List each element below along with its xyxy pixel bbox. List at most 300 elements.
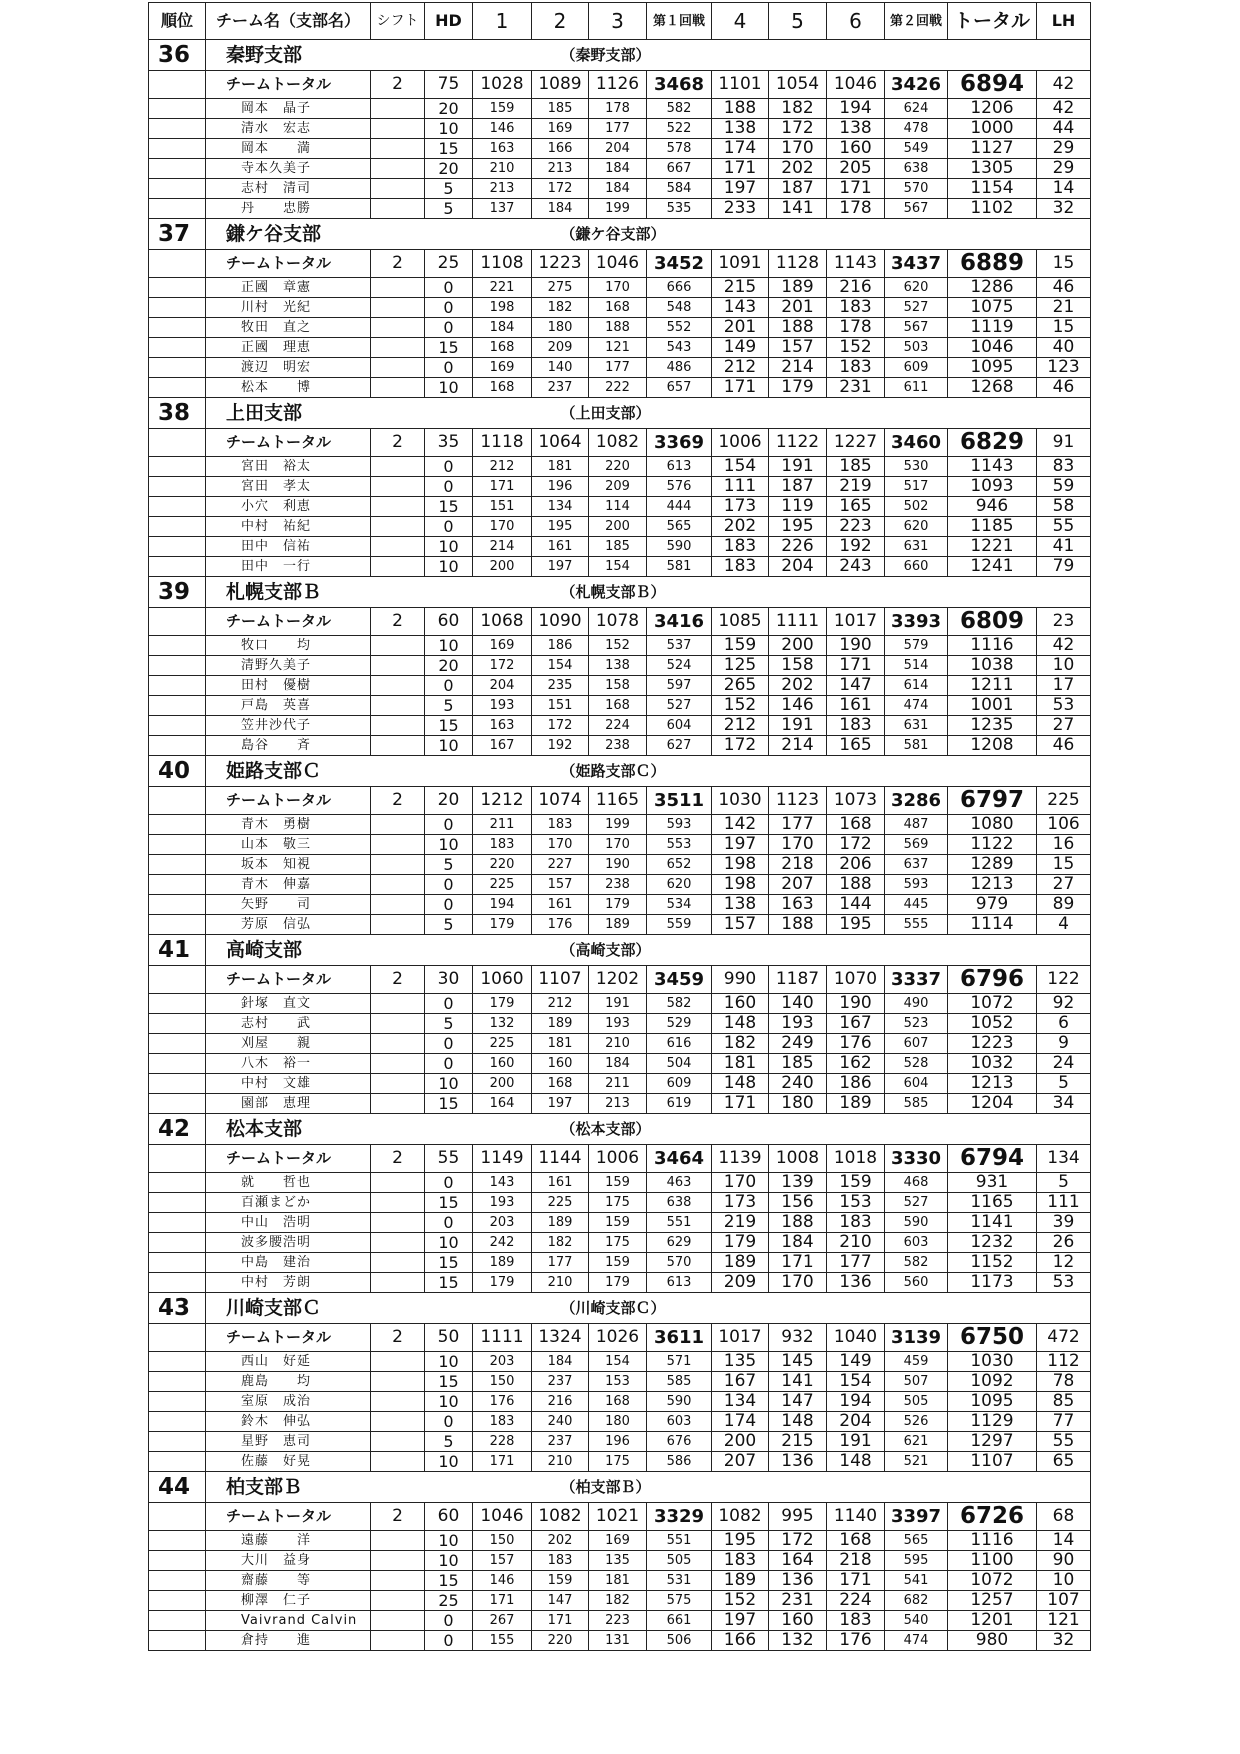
team-game-6: 1143 [827, 250, 885, 278]
player-game-1: 198 [473, 298, 532, 318]
team-header-row [149, 1114, 1091, 1145]
player-name: 青木 勇樹 [206, 815, 371, 835]
player-hd: 15 [425, 1193, 473, 1213]
player-name: 室原 成治 [206, 1392, 371, 1412]
team-game-5: 932 [769, 1324, 827, 1352]
player-game-2: 197 [532, 1094, 589, 1114]
team-hd: 30 [425, 966, 473, 994]
player-lh: 123 [1037, 358, 1091, 378]
player-game-2: 210 [532, 1273, 589, 1293]
team-game-4: 1139 [712, 1145, 769, 1173]
team-round-1: 3416 [647, 608, 712, 636]
rank-spacer [149, 736, 206, 756]
player-game-2: 157 [532, 875, 589, 895]
player-game-4: 198 [712, 855, 769, 875]
team-game-1: 1212 [473, 787, 532, 815]
player-lh: 6 [1037, 1014, 1091, 1034]
player-game-2: 159 [532, 1571, 589, 1591]
player-game-2: 183 [532, 815, 589, 835]
player-round-2: 478 [885, 119, 948, 139]
player-game-1: 193 [473, 1193, 532, 1213]
player-row [149, 457, 1091, 477]
player-game-5: 164 [769, 1551, 827, 1571]
player-game-2: 237 [532, 378, 589, 398]
header-game-5: 5 [769, 3, 827, 40]
player-name: 針塚 直文 [206, 994, 371, 1014]
team-header-row [149, 756, 1091, 787]
player-name: 宮田 孝太 [206, 477, 371, 497]
player-game-4: 207 [712, 1452, 769, 1472]
player-lh: 15 [1037, 855, 1091, 875]
player-name: 笠井沙代子 [206, 716, 371, 736]
player-round-2: 540 [885, 1611, 948, 1631]
player-game-4: 152 [712, 1591, 769, 1611]
rank-spacer [149, 915, 206, 935]
player-game-5: 136 [769, 1571, 827, 1591]
rank-spacer [149, 517, 206, 537]
player-lh: 83 [1037, 457, 1091, 477]
player-hd: 15 [425, 1571, 473, 1591]
player-game-4: 173 [712, 497, 769, 517]
player-round-2: 620 [885, 278, 948, 298]
player-game-1: 171 [473, 1591, 532, 1611]
player-game-6: 165 [827, 736, 885, 756]
player-game-5: 226 [769, 537, 827, 557]
team-rank: 43 [149, 1293, 206, 1324]
player-round-1: 522 [647, 119, 712, 139]
player-game-4: 111 [712, 477, 769, 497]
player-total: 1286 [948, 278, 1037, 298]
rank-spacer [149, 338, 206, 358]
player-shift [371, 1372, 425, 1392]
player-total: 1092 [948, 1372, 1037, 1392]
player-game-5: 139 [769, 1173, 827, 1193]
player-round-1: 576 [647, 477, 712, 497]
player-hd: 0 [425, 517, 473, 537]
player-shift [371, 497, 425, 517]
player-name: 大川 益身 [206, 1551, 371, 1571]
header-team: チーム名（支部名） [206, 3, 371, 40]
player-total: 1241 [948, 557, 1037, 577]
player-round-2: 567 [885, 199, 948, 219]
player-game-3: 190 [589, 855, 647, 875]
player-round-2: 579 [885, 636, 948, 656]
rank-spacer [149, 656, 206, 676]
team-grand-total: 6829 [948, 429, 1037, 457]
player-game-3: 170 [589, 278, 647, 298]
player-round-2: 507 [885, 1372, 948, 1392]
player-name: 星野 恵司 [206, 1432, 371, 1452]
player-total: 980 [948, 1631, 1037, 1651]
team-name: 鎌ケ谷支部 [206, 219, 371, 250]
player-game-2: 176 [532, 915, 589, 935]
team-grand-total: 6809 [948, 608, 1037, 636]
player-shift [371, 1014, 425, 1034]
player-lh: 4 [1037, 915, 1091, 935]
player-game-5: 145 [769, 1352, 827, 1372]
player-total: 1102 [948, 199, 1037, 219]
rank-spacer [149, 636, 206, 656]
player-name: 鈴木 伸弘 [206, 1412, 371, 1432]
player-round-2: 621 [885, 1432, 948, 1452]
player-shift [371, 1352, 425, 1372]
rank-spacer [149, 119, 206, 139]
player-game-5: 214 [769, 358, 827, 378]
player-game-3: 223 [589, 1611, 647, 1631]
player-lh: 29 [1037, 159, 1091, 179]
player-game-1: 228 [473, 1432, 532, 1452]
rank-spacer [149, 358, 206, 378]
player-game-1: 200 [473, 557, 532, 577]
team-hd: 55 [425, 1145, 473, 1173]
player-game-1: 184 [473, 318, 532, 338]
team-total-row [149, 1145, 1091, 1173]
player-name: 山本 敬三 [206, 835, 371, 855]
player-shift [371, 298, 425, 318]
player-game-4: 233 [712, 199, 769, 219]
player-round-1: 504 [647, 1054, 712, 1074]
player-lh: 89 [1037, 895, 1091, 915]
team-round-2: 3139 [885, 1324, 948, 1352]
player-row [149, 915, 1091, 935]
player-round-2: 541 [885, 1571, 948, 1591]
player-lh: 12 [1037, 1253, 1091, 1273]
player-name: 戸島 英喜 [206, 696, 371, 716]
player-total: 1141 [948, 1213, 1037, 1233]
player-round-1: 582 [647, 99, 712, 119]
player-lh: 55 [1037, 517, 1091, 537]
rank-spacer [149, 1273, 206, 1293]
player-round-2: 523 [885, 1014, 948, 1034]
player-hd: 0 [425, 318, 473, 338]
player-round-1: 597 [647, 676, 712, 696]
player-hd: 5 [425, 1432, 473, 1452]
player-game-2: 147 [532, 1591, 589, 1611]
player-game-5: 231 [769, 1591, 827, 1611]
player-name: 坂本 知視 [206, 855, 371, 875]
player-total: 1223 [948, 1034, 1037, 1054]
player-hd: 0 [425, 298, 473, 318]
player-name: 田中 信祐 [206, 537, 371, 557]
player-game-6: 183 [827, 358, 885, 378]
player-shift [371, 1034, 425, 1054]
player-game-2: 192 [532, 736, 589, 756]
player-game-4: 265 [712, 676, 769, 696]
rank-spacer [149, 318, 206, 338]
player-name: 就 哲也 [206, 1173, 371, 1193]
player-game-6: 194 [827, 99, 885, 119]
player-shift [371, 199, 425, 219]
rank-spacer [149, 1233, 206, 1253]
player-game-2: 182 [532, 298, 589, 318]
player-shift [371, 1432, 425, 1452]
player-name: 志村 清司 [206, 179, 371, 199]
team-lh: 68 [1037, 1503, 1091, 1531]
player-round-1: 616 [647, 1034, 712, 1054]
team-total-row [149, 1503, 1091, 1531]
player-game-1: 150 [473, 1531, 532, 1551]
player-game-6: 205 [827, 159, 885, 179]
player-game-6: 186 [827, 1074, 885, 1094]
player-row [149, 835, 1091, 855]
player-shift [371, 676, 425, 696]
player-game-5: 195 [769, 517, 827, 537]
player-game-2: 184 [532, 199, 589, 219]
player-game-3: 114 [589, 497, 647, 517]
player-name: 芳原 信弘 [206, 915, 371, 935]
player-row [149, 1392, 1091, 1412]
player-row [149, 557, 1091, 577]
player-round-1: 590 [647, 1392, 712, 1412]
player-round-1: 586 [647, 1452, 712, 1472]
player-game-5: 204 [769, 557, 827, 577]
player-game-1: 225 [473, 1034, 532, 1054]
player-shift [371, 835, 425, 855]
player-game-3: 138 [589, 656, 647, 676]
player-total: 1213 [948, 875, 1037, 895]
player-row [149, 1611, 1091, 1631]
player-round-2: 517 [885, 477, 948, 497]
player-name: 島谷 斉 [206, 736, 371, 756]
header-rank: 順位 [149, 3, 206, 40]
player-game-5: 156 [769, 1193, 827, 1213]
player-round-2: 490 [885, 994, 948, 1014]
player-game-4: 143 [712, 298, 769, 318]
team-hd: 75 [425, 71, 473, 99]
player-row [149, 656, 1091, 676]
player-game-3: 200 [589, 517, 647, 537]
player-hd: 10 [425, 1074, 473, 1094]
rank-spacer [149, 1631, 206, 1651]
team-game-4: 1085 [712, 608, 769, 636]
player-total: 1185 [948, 517, 1037, 537]
team-game-1: 1149 [473, 1145, 532, 1173]
player-game-5: 188 [769, 318, 827, 338]
player-game-4: 179 [712, 1233, 769, 1253]
player-shift [371, 1571, 425, 1591]
player-round-1: 527 [647, 696, 712, 716]
player-name: 川村 光紀 [206, 298, 371, 318]
player-row [149, 338, 1091, 358]
player-game-2: 170 [532, 835, 589, 855]
player-game-6: 183 [827, 716, 885, 736]
rank-spacer [149, 378, 206, 398]
player-game-5: 188 [769, 1213, 827, 1233]
player-hd: 15 [425, 1094, 473, 1114]
player-lh: 32 [1037, 1631, 1091, 1651]
player-row [149, 298, 1091, 318]
team-shift: 2 [371, 608, 425, 636]
player-game-6: 176 [827, 1034, 885, 1054]
team-total-label: チームトータル [206, 250, 371, 278]
header-game-2: 2 [532, 3, 589, 40]
player-round-2: 487 [885, 815, 948, 835]
header-shift: シフト [371, 3, 425, 40]
team-total-label: チームトータル [206, 1145, 371, 1173]
standings-table [148, 2, 1091, 1651]
player-round-1: 652 [647, 855, 712, 875]
player-game-5: 157 [769, 338, 827, 358]
player-row [149, 537, 1091, 557]
player-game-4: 154 [712, 457, 769, 477]
player-round-2: 631 [885, 716, 948, 736]
player-game-1: 169 [473, 358, 532, 378]
header-row [149, 3, 1091, 40]
player-total: 1100 [948, 1551, 1037, 1571]
player-game-2: 237 [532, 1432, 589, 1452]
team-game-6: 1073 [827, 787, 885, 815]
rank-spacer [149, 1074, 206, 1094]
team-rank: 40 [149, 756, 206, 787]
player-row [149, 318, 1091, 338]
player-row [149, 1253, 1091, 1273]
team-game-2: 1090 [532, 608, 589, 636]
team-game-6: 1140 [827, 1503, 885, 1531]
team-game-1: 1060 [473, 966, 532, 994]
player-row [149, 1372, 1091, 1392]
team-lh: 134 [1037, 1145, 1091, 1173]
team-game-2: 1064 [532, 429, 589, 457]
player-name: 青木 伸嘉 [206, 875, 371, 895]
player-hd: 10 [425, 1531, 473, 1551]
player-total: 1052 [948, 1014, 1037, 1034]
team-shift: 2 [371, 966, 425, 994]
player-row [149, 378, 1091, 398]
player-row [149, 736, 1091, 756]
player-game-6: 224 [827, 1591, 885, 1611]
header-game-1: 1 [473, 3, 532, 40]
player-game-1: 203 [473, 1352, 532, 1372]
player-row [149, 1631, 1091, 1651]
player-hd: 0 [425, 1034, 473, 1054]
team-header-row [149, 1293, 1091, 1324]
player-game-4: 209 [712, 1273, 769, 1293]
player-game-3: 152 [589, 636, 647, 656]
player-game-6: 218 [827, 1551, 885, 1571]
team-name: 松本支部 [206, 1114, 371, 1145]
player-game-6: 204 [827, 1412, 885, 1432]
player-game-5: 187 [769, 477, 827, 497]
player-game-3: 131 [589, 1631, 647, 1651]
player-game-1: 167 [473, 736, 532, 756]
player-round-2: 660 [885, 557, 948, 577]
rank-spacer [149, 1432, 206, 1452]
rank-spacer [149, 1372, 206, 1392]
player-shift [371, 139, 425, 159]
player-game-4: 148 [712, 1074, 769, 1094]
header-hd: HD [425, 3, 473, 40]
player-row [149, 696, 1091, 716]
player-shift [371, 1392, 425, 1412]
player-game-2: 172 [532, 179, 589, 199]
team-grand-total: 6750 [948, 1324, 1037, 1352]
team-lh: 225 [1037, 787, 1091, 815]
player-game-6: 138 [827, 119, 885, 139]
player-game-6: 195 [827, 915, 885, 935]
team-game-4: 1030 [712, 787, 769, 815]
player-game-6: 168 [827, 1531, 885, 1551]
player-total: 931 [948, 1173, 1037, 1193]
player-game-3: 199 [589, 199, 647, 219]
player-game-6: 171 [827, 656, 885, 676]
player-game-1: 179 [473, 915, 532, 935]
player-game-2: 161 [532, 895, 589, 915]
player-round-1: 534 [647, 895, 712, 915]
player-hd: 5 [425, 915, 473, 935]
player-total: 1080 [948, 815, 1037, 835]
player-shift [371, 636, 425, 656]
player-round-1: 585 [647, 1372, 712, 1392]
rank-spacer [149, 1551, 206, 1571]
player-row [149, 716, 1091, 736]
player-shift [371, 1551, 425, 1571]
team-rank: 41 [149, 935, 206, 966]
player-hd: 10 [425, 378, 473, 398]
player-row [149, 1352, 1091, 1372]
player-round-2: 609 [885, 358, 948, 378]
player-lh: 46 [1037, 278, 1091, 298]
player-game-6: 192 [827, 537, 885, 557]
player-game-6: 172 [827, 835, 885, 855]
team-game-2: 1324 [532, 1324, 589, 1352]
player-round-1: 667 [647, 159, 712, 179]
player-shift [371, 875, 425, 895]
player-game-6: 216 [827, 278, 885, 298]
player-total: 946 [948, 497, 1037, 517]
player-row [149, 497, 1091, 517]
rank-spacer [149, 99, 206, 119]
team-round-1: 3369 [647, 429, 712, 457]
team-game-3: 1006 [589, 1145, 647, 1173]
player-total: 1107 [948, 1452, 1037, 1472]
player-game-2: 220 [532, 1631, 589, 1651]
player-game-3: 196 [589, 1432, 647, 1452]
player-game-1: 163 [473, 716, 532, 736]
player-total: 1095 [948, 358, 1037, 378]
player-game-2: 186 [532, 636, 589, 656]
player-lh: 46 [1037, 736, 1091, 756]
player-round-1: 582 [647, 994, 712, 1014]
team-total-label: チームトータル [206, 71, 371, 99]
player-game-4: 142 [712, 815, 769, 835]
player-game-4: 183 [712, 557, 769, 577]
player-game-4: 198 [712, 875, 769, 895]
player-lh: 15 [1037, 318, 1091, 338]
player-hd: 20 [425, 99, 473, 119]
team-round-1: 3511 [647, 787, 712, 815]
team-branch: （札幌支部Ｂ） [371, 577, 1091, 608]
player-game-4: 195 [712, 1531, 769, 1551]
player-shift [371, 815, 425, 835]
team-game-1: 1111 [473, 1324, 532, 1352]
player-game-4: 183 [712, 537, 769, 557]
team-total-label: チームトータル [206, 966, 371, 994]
player-round-1: 524 [647, 656, 712, 676]
player-round-2: 502 [885, 497, 948, 517]
player-game-1: 225 [473, 875, 532, 895]
player-game-3: 168 [589, 1392, 647, 1412]
player-shift [371, 1591, 425, 1611]
team-hd: 25 [425, 250, 473, 278]
player-lh: 90 [1037, 1551, 1091, 1571]
player-game-1: 150 [473, 1372, 532, 1392]
player-round-2: 631 [885, 537, 948, 557]
player-round-1: 551 [647, 1213, 712, 1233]
player-game-1: 267 [473, 1611, 532, 1631]
player-game-6: 176 [827, 1631, 885, 1651]
player-game-1: 242 [473, 1233, 532, 1253]
rank-spacer [149, 250, 206, 278]
